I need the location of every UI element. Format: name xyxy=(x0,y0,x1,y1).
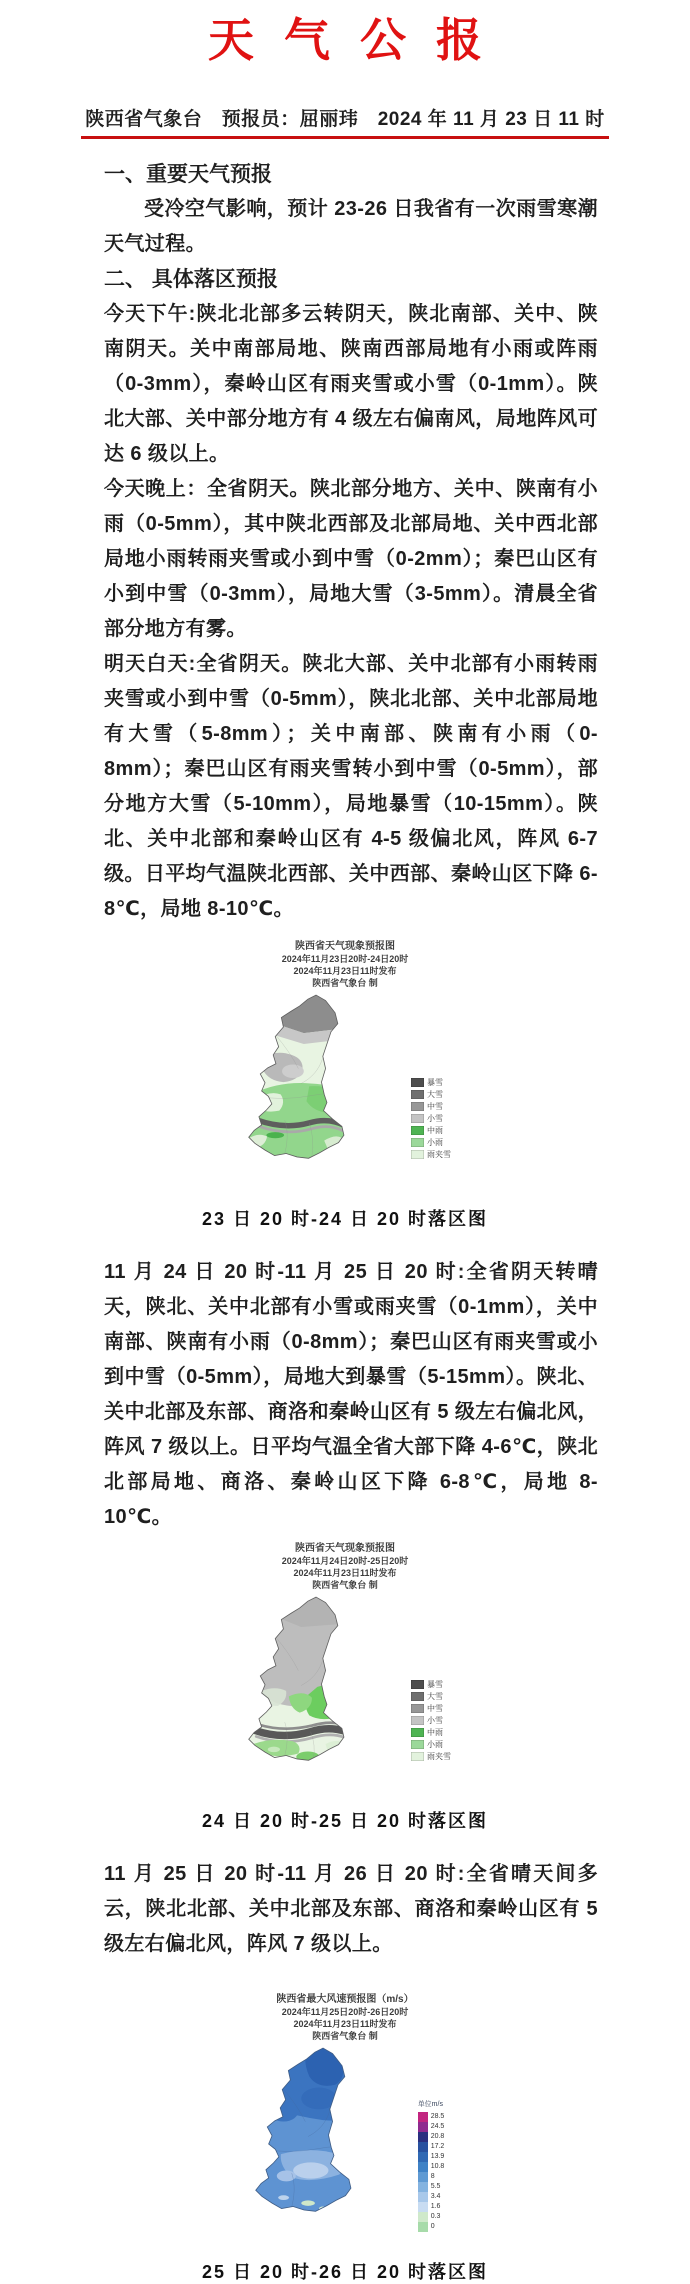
legend-swatch xyxy=(411,1090,424,1099)
legend-swatch xyxy=(411,1692,424,1701)
legend-swatch xyxy=(411,1078,424,1087)
legend-label: 暴雪 xyxy=(427,1077,443,1087)
bulletin-body xyxy=(104,157,598,927)
map-2-header xyxy=(0,1543,690,1591)
issuer-info-line: 陕西省气象台 预报员：屈丽玮 2024 年 11 月 23 日 11 时 xyxy=(81,104,609,139)
map-3-caption: 25 日 20 时-26 日 20 时落区图 xyxy=(201,2261,489,2282)
legend-label: 暴雪 xyxy=(427,1679,443,1689)
paragraph-today-afternoon: 今天下午:陕北北部多云转阴天，陕北南部、关中、陕南阴天。关中南部局地、陕南西部局地有小雨或阵雨（0-3mm），秦岭山区有雨夹雪或小雪（0-1mm）。陕北大部、关中部分地方有 4 级左右偏南风，局地阵风可达 6 级以上。 xyxy=(104,302,598,465)
legend-item xyxy=(418,2172,445,2182)
legend-swatch xyxy=(411,1752,424,1761)
map-2-caption: 24 日 20 时-25 日 20 时落区图 xyxy=(201,1810,489,1831)
legend-label: 中雨 xyxy=(427,1727,443,1737)
map-3-header xyxy=(40,1994,650,2042)
legend-item xyxy=(418,2112,445,2122)
legend-label: 5.5 xyxy=(430,2183,441,2190)
legend-item xyxy=(411,1739,451,1751)
legend-swatch xyxy=(411,1126,424,1135)
legend-item xyxy=(411,1149,451,1161)
weather-bulletin-page xyxy=(0,12,690,2282)
legend-label: 8 xyxy=(430,2173,435,2180)
legend-swatch xyxy=(418,2192,428,2202)
map-1-caption: 23 日 20 时-24 日 20 时落区图 xyxy=(201,1208,489,1229)
map-1-header xyxy=(0,941,690,989)
shaanxi-precip-map-day2 xyxy=(239,1593,389,1797)
legend-item xyxy=(418,2122,445,2132)
legend-item xyxy=(411,1691,451,1703)
map-3-issue-time: 2024年11月23日11时发布 xyxy=(293,2018,397,2029)
map-2-canvas-row xyxy=(0,1593,690,1797)
legend-item xyxy=(418,2202,445,2212)
map-1-legend xyxy=(411,1077,451,1161)
map-2-legend xyxy=(411,1679,451,1763)
map-2-agency: 陕西省气象台 制 xyxy=(312,1579,378,1590)
map-3-valid-period: 2024年11月25日20时-26日20时 xyxy=(281,2006,409,2017)
shaanxi-precip-map-day1 xyxy=(239,991,389,1195)
legend-swatch xyxy=(411,1716,424,1725)
legend-swatch xyxy=(418,2202,428,2212)
map-1-canvas-row xyxy=(0,991,690,1195)
bulletin-body-2 xyxy=(104,1255,598,1535)
legend-label: 中雪 xyxy=(427,1101,443,1111)
legend-swatch xyxy=(418,2122,428,2132)
legend-label: 大雪 xyxy=(427,1691,443,1701)
legend-swatch xyxy=(418,2112,428,2122)
section-2-heading: 二、 具体落区预报 xyxy=(104,267,278,291)
legend-item xyxy=(411,1715,451,1727)
legend-label: 雨夹雪 xyxy=(427,1149,451,1159)
map-2-valid-period: 2024年11月24日20时-25日20时 xyxy=(281,1555,409,1566)
legend-item xyxy=(418,2222,445,2232)
map-1-issue-time: 2024年11月23日11时发布 xyxy=(293,965,397,976)
shaanxi-wind-map xyxy=(246,2044,396,2248)
paragraph-day24-25: 11 月 24 日 20 时-11 月 25 日 20 时:全省阴天转晴天，陕北、关中北部有小雪或雨夹雪（0-1mm），关中南部、陕南有小雨（0-8mm）；秦巴山区有雨夹雪或小到中雪（0-5mm），局地大到暴雪（5-15mm）。陕北、关中北部及东部、商洛和秦岭山区有 5 级左右偏北风，阵风 7 级以上。日平均气温全省大部下降 4-6℃，陕北北部局地、商洛、秦岭山区下降 6-8℃，局地 8-10℃。 xyxy=(104,1260,598,1528)
paragraph-tonight: 今天晚上：全省阴天。陕北部分地方、关中、陕南有小雨（0-5mm），其中陕北西部及北部局地、关中西北部局地小雨转雨夹雪或小到中雪（0-2mm）；秦巴山区有小到中雪（0-3mm），局地大雪（3-5mm）。清晨全省部分地方有雾。 xyxy=(104,477,598,640)
legend-label: 雨夹雪 xyxy=(427,1751,451,1761)
map-3-title: 陕西省最大风速预报图（m/s） xyxy=(276,1993,414,2005)
legend-item xyxy=(418,2212,445,2222)
map-1-valid-period: 2024年11月23日20时-24日20时 xyxy=(281,953,409,964)
map-3-canvas-row xyxy=(40,2044,650,2248)
legend-label: 10.8 xyxy=(430,2163,445,2170)
legend-item xyxy=(418,2192,445,2202)
legend-swatch xyxy=(418,2182,428,2192)
legend-label: 3.4 xyxy=(430,2193,441,2200)
page-title: 天气公报 xyxy=(208,14,512,66)
map-2-issue-time: 2024年11月23日11时发布 xyxy=(293,1567,397,1578)
legend-label: 小雨 xyxy=(427,1739,443,1749)
map-3-agency: 陕西省气象台 制 xyxy=(312,2030,378,2041)
legend-swatch xyxy=(411,1138,424,1147)
legend-item xyxy=(411,1751,451,1763)
legend-swatch xyxy=(418,2132,428,2142)
legend-label: 中雪 xyxy=(427,1703,443,1713)
legend-swatch xyxy=(411,1150,424,1159)
legend-item xyxy=(411,1137,451,1149)
legend-swatch xyxy=(418,2212,428,2222)
map-2-title: 陕西省天气现象预报图 xyxy=(295,1542,395,1554)
legend-swatch xyxy=(411,1740,424,1749)
legend-swatch xyxy=(418,2142,428,2152)
legend-item xyxy=(418,2142,445,2152)
section-1-heading: 一、重要天气预报 xyxy=(104,162,272,186)
legend-swatch xyxy=(411,1102,424,1111)
legend-label: 小雪 xyxy=(427,1113,443,1123)
legend-label: 1.6 xyxy=(430,2203,441,2210)
legend-swatch xyxy=(418,2152,428,2162)
legend-item xyxy=(418,2132,445,2142)
legend-label: 17.2 xyxy=(430,2143,445,2150)
legend-item xyxy=(411,1077,451,1089)
legend-label: 中雨 xyxy=(427,1125,443,1135)
legend-label: 0 xyxy=(430,2223,435,2230)
map-1-agency: 陕西省气象台 制 xyxy=(312,977,378,988)
legend-label: 小雨 xyxy=(427,1137,443,1147)
legend-item xyxy=(418,2162,445,2172)
legend-swatch xyxy=(418,2162,428,2172)
legend-label: 0.3 xyxy=(430,2213,441,2220)
paragraph-day25-26: 11 月 25 日 20 时-11 月 26 日 20 时:全省晴天间多云，陕北北部、关中北部及东部、商洛和秦岭山区有 5 级左右偏北风，阵风 7 级以上。 xyxy=(104,1862,598,1955)
legend-swatch xyxy=(418,2172,428,2182)
legend-label: 20.8 xyxy=(430,2133,445,2140)
map-3-legend xyxy=(418,2099,445,2232)
legend-item xyxy=(411,1089,451,1101)
legend-label: 大雪 xyxy=(427,1089,443,1099)
legend-item xyxy=(411,1125,451,1137)
legend-item xyxy=(418,2152,445,2162)
legend-swatch xyxy=(411,1704,424,1713)
legend-item xyxy=(418,2182,445,2192)
legend-item xyxy=(411,1113,451,1125)
legend-swatch xyxy=(418,2222,428,2232)
legend-label: 28.5 xyxy=(430,2113,445,2120)
legend-title: 单位m/s xyxy=(417,2100,443,2108)
legend-label: 24.5 xyxy=(430,2123,445,2130)
map-figure-3 xyxy=(40,1994,650,2284)
section-1-summary: 受冷空气影响，预计 23-26 日我省有一次雨雪寒潮天气过程。 xyxy=(104,197,598,255)
legend-item xyxy=(411,1703,451,1715)
paragraph-tomorrow-day: 明天白天:全省阴天。陕北大部、关中北部有小雨转雨夹雪或小到中雪（0-5mm），陕北北部、关中北部局地有大雪（5-8mm）；关中南部、陕南有小雨（0-8mm）；秦巴山区有雨夹雪转小到中雪（0-5mm），部分地方大雪（5-10mm），局地暴雪（10-15mm）。陕北、关中北部和秦岭山区有 4-5 级偏北风，阵风 6-7 级。日平均气温陕北西部、关中西部、秦岭山区下降 6-8℃，局地 8-10℃。 xyxy=(104,652,598,920)
legend-swatch xyxy=(411,1114,424,1123)
map-1-title: 陕西省天气现象预报图 xyxy=(295,940,395,952)
bulletin-body-3 xyxy=(104,1857,598,1962)
legend-swatch xyxy=(411,1728,424,1737)
map-figure-2 xyxy=(0,1543,690,1833)
legend-item xyxy=(411,1727,451,1739)
legend-label: 13.9 xyxy=(430,2153,445,2160)
map-figure-1 xyxy=(0,941,690,1231)
legend-label: 小雪 xyxy=(427,1715,443,1725)
legend-item xyxy=(411,1101,451,1113)
legend-item xyxy=(411,1679,451,1691)
legend-swatch xyxy=(411,1680,424,1689)
